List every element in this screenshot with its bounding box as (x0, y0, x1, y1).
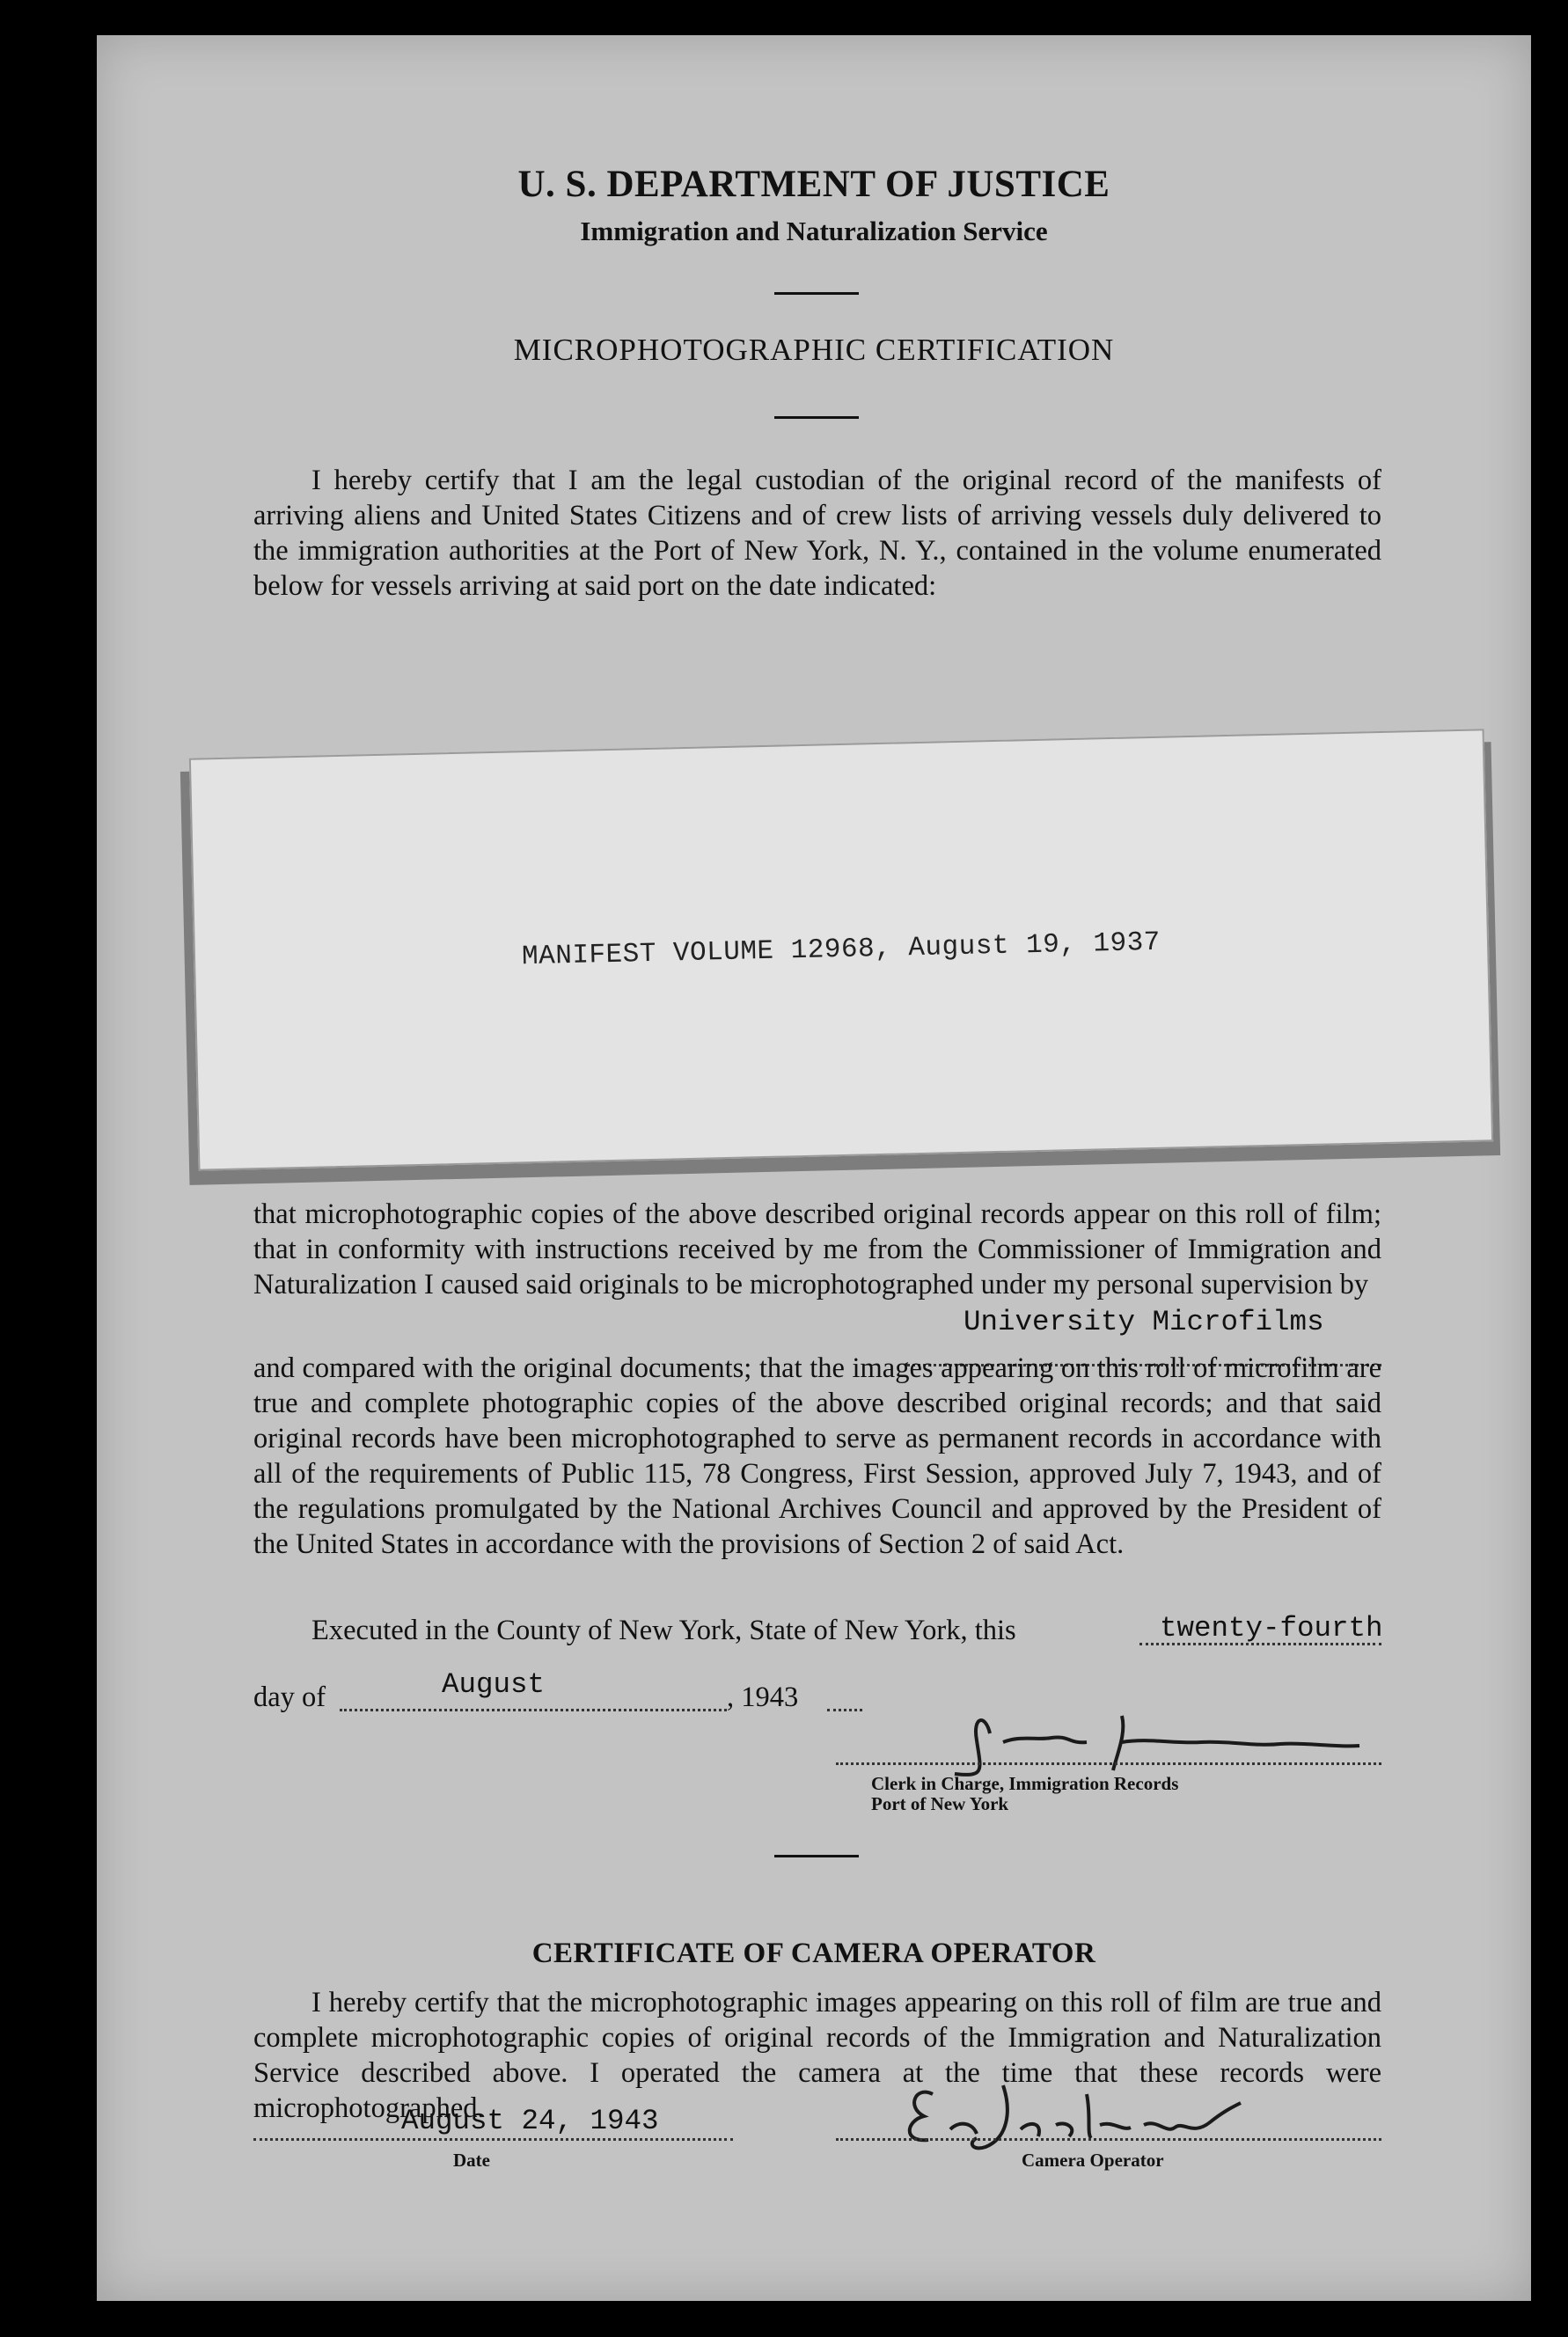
date-label: Date (453, 2150, 490, 2171)
executed-text: Executed in the County of New York, State of New York, this (311, 1615, 1016, 1646)
clerk-title-line2: Port of New York (871, 1793, 1009, 1814)
month-line (340, 1709, 727, 1711)
body-paragraph-part1: that microphotographic copies of the above described original records appear on this roll of film; that in conformity with instructions received by me from the Commissioner of Immigration and Naturalization I caused said originals to be microphotographed under my personal supervision by (253, 1198, 1381, 1300)
clerk-signature-line (836, 1762, 1381, 1765)
operator-signature (889, 2068, 1346, 2156)
microfilm-company-value: University Microfilms (964, 1306, 1324, 1338)
divider-rule (774, 416, 859, 419)
year-text: , 1943 (727, 1681, 799, 1713)
body-paragraph-part2: and compared with the original documents; that the images appearing on this roll of microfilm are true and complete photographic copies of the above described original records; and that said original records have been microphotographed to serve as permanent records in accordance with all of the requirements of Public 115, 78 Congress, First Session, approved July 7, 1943, and of the regulations promulgated by the National Archives Council and approved by the President of the United States in accordance with the provisions of Section 2 of said Act. (253, 1352, 1381, 1560)
department-heading: U. S. DEPARTMENT OF JUSTICE (517, 164, 1110, 205)
camera-operator-statement: I hereby certify that the microphotographic images appearing on this roll of film are true and complete microphotographic copies of original records of the Immigration and Naturalization Service described above. I operated the camera at the time that these records were microphotographed. (253, 1987, 1381, 2124)
date-line (253, 2138, 733, 2141)
day-value: twenty-fourth (1160, 1612, 1383, 1645)
manifest-slip (189, 729, 1493, 1170)
service-heading: Immigration and Naturalization Service (580, 216, 1048, 246)
clerk-title-line1: Clerk in Charge, Immigration Records (871, 1773, 1179, 1794)
camera-operator-heading: CERTIFICATE OF CAMERA OPERATOR (531, 1938, 1096, 1969)
manifest-volume-text: MANIFEST VOLUME 12968, August 19, 1937 (521, 927, 1161, 973)
operator-date-value: August 24, 1943 (401, 2105, 659, 2137)
operator-signature-line (836, 2138, 1381, 2141)
month-value: August (442, 1668, 546, 1701)
certification-page (97, 35, 1531, 2301)
day-of-label: day of (253, 1681, 326, 1713)
operator-signature-label: Camera Operator (1022, 2150, 1164, 2171)
intro-paragraph: I hereby certify that I am the legal custodian of the original record of the manifests of arriving aliens and United States Citizens and of crew lists of arriving vessels duly delivered to the immigration authorities at the Port of New York, N. Y., contained in the volume enumerated below for vessels arriving at said port on the date indicated: (253, 465, 1381, 602)
certification-title: MICROPHOTOGRAPHIC CERTIFICATION (513, 333, 1115, 367)
divider-rule (774, 292, 859, 295)
divider-rule (774, 1855, 859, 1857)
year-trailing-line (827, 1709, 862, 1711)
